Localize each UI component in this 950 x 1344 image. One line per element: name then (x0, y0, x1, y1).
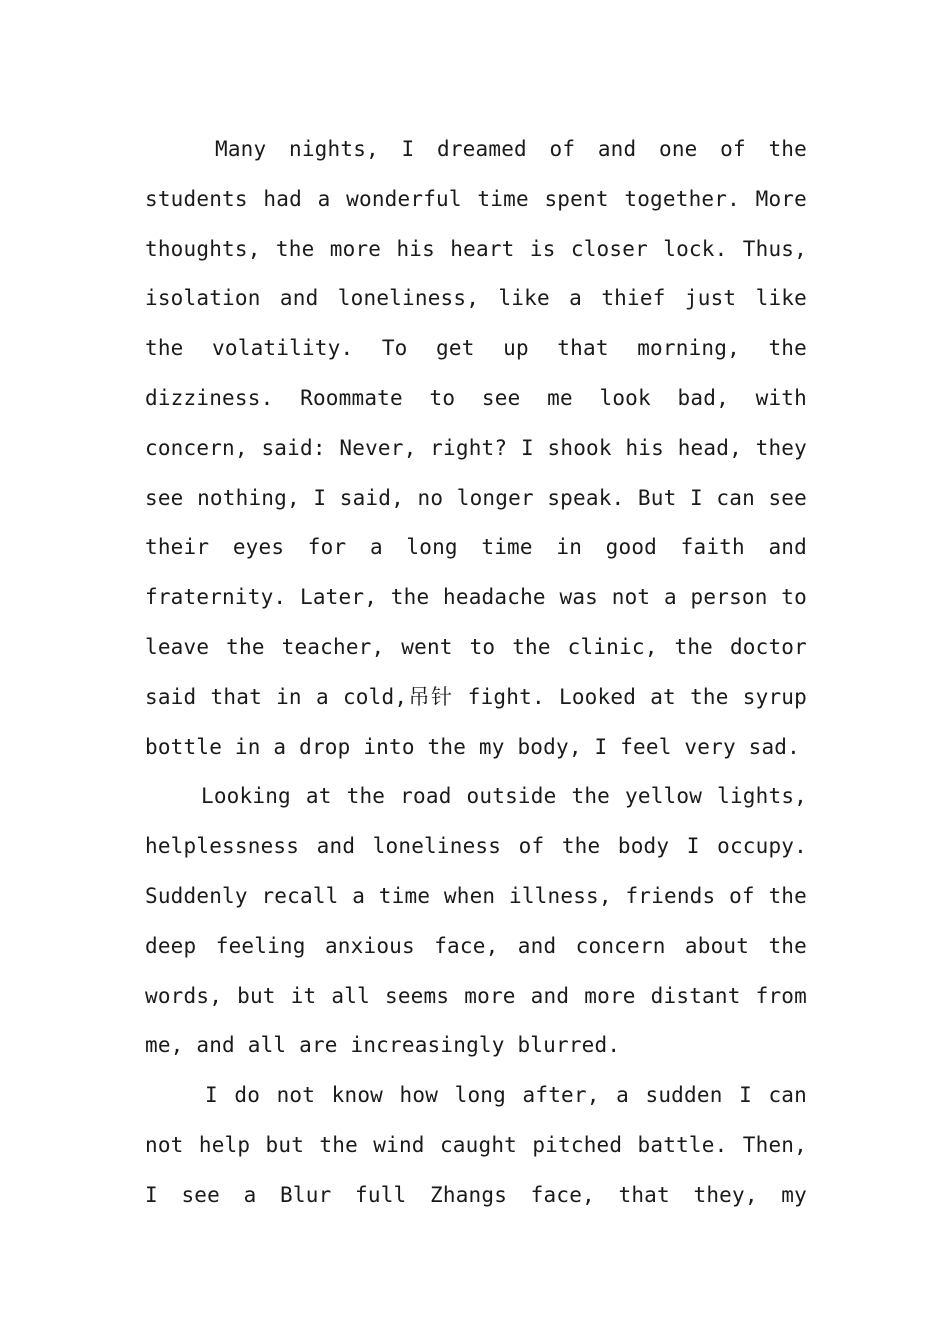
paragraph-1: Many nights, I dreamed of and one of the students had a wonderful time spent together. More thoughts, the more his heart is closer lock. Thus, isolation and loneliness, like a thief just like the volatility. To get up that morning, the dizziness. Roommate to see me look bad, with concern, said: Never, right? I shook his head, they see nothing, I said, no longer speak. But I can see their eyes for a long time in good faith and fraternity. Later, the headache was not a person to leave the teacher, went to the clinic, the doctor said that in a cold,吊针 fight. Looked at the syrup bottle in a drop into the my body, I feel very sad. (145, 137, 807, 759)
paragraph-2: Looking at the road outside the yellow lights, helplessness and loneliness of the body I occupy. Suddenly recall a time when illness, friends of the deep feeling anxious face, and concern about the words, but it all seems more and more distant from me, and all are increasingly blurred. (145, 784, 807, 1058)
paragraph-3: I do not know how long after, a sudden I can not help but the wind caught pitched battle. Then, I see a Blur full Zhangs face, that they, my (145, 1083, 807, 1207)
body-text (145, 125, 807, 1221)
